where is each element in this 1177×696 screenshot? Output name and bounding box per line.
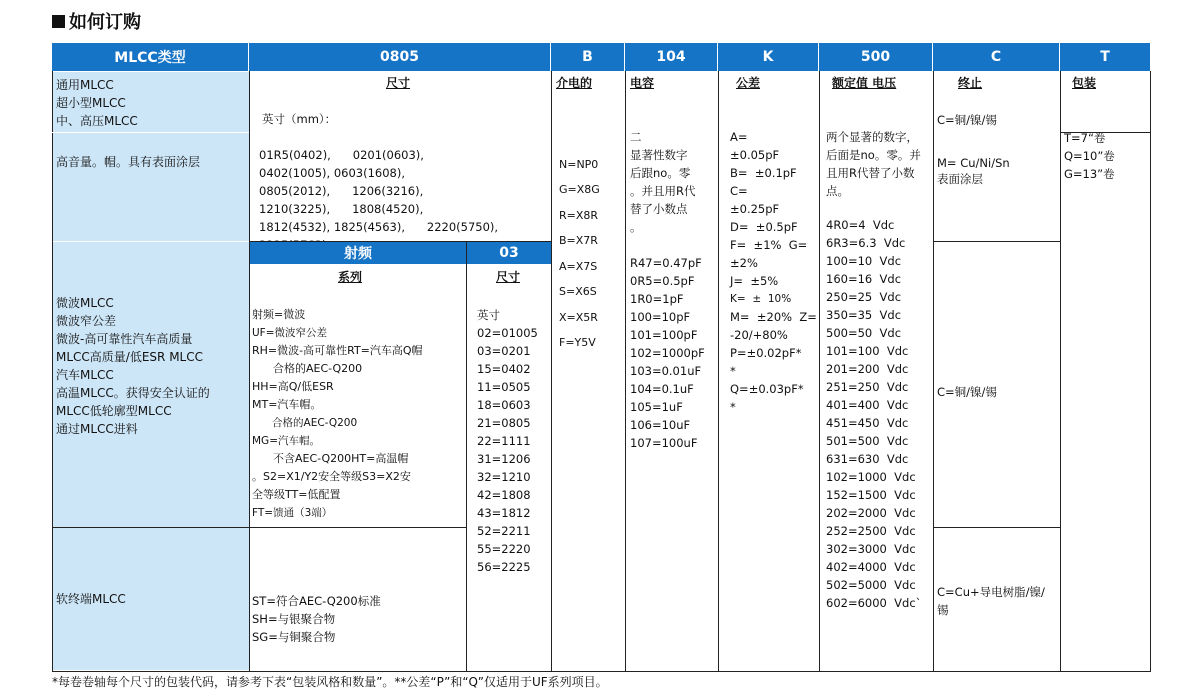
series-codes: 射频=微波 UF=微波窄公差 RH=微波-高可靠性RT=汽车高Q帽 合格的AEC-Q200 HH=高Q/低ESR MT=汽车帽。 合格的AEC-Q200 MG=汽车帽。 不含AEC-Q200HT=高温帽 。S2=X1/Y2安全等级S3=X2安 全等级TT=低配置 FT=馈通（3端） (252, 308, 423, 519)
header-termination: C (933, 43, 1060, 71)
header-tolerance: K (718, 43, 819, 71)
rf-size-label: 尺寸 (496, 270, 521, 284)
size-unit: 英寸（mm）： (262, 112, 337, 126)
size-label: 尺寸 (386, 76, 411, 90)
termination-c1: C=铜/镍/锡 (937, 113, 997, 127)
packaging-label: 包装 (1072, 76, 1097, 90)
square-bullet-icon (52, 15, 65, 28)
voltage-desc: 两个显著的数字， 后面是no。零。并 且用R代替了小数 点。 (826, 130, 921, 198)
termination-m1: M= Cu/Ni/Sn (937, 156, 1010, 170)
capacitance-label: 电容 (630, 76, 655, 90)
termination-label: 终止 (958, 76, 983, 90)
type-group-3: 微波MLCC 微波窄公差 微波-高可靠性汽车高质量 MLCC高质量/低ESR MLCC 汽车MLCC 高温MLCC。获得安全认证的 MLCC低轮廓型MLCC 通过MLCC进料 (52, 242, 249, 527)
footnote: *每卷卷轴每个尺寸的包装代码，请参考下表“包装风格和数量”。**公差“P”和“Q”仅适用于UF系列项目。 (52, 675, 608, 689)
rf-code-header: 03 (467, 242, 551, 264)
termination-c3a: C=Cu+导电树脂/镍/ (937, 585, 1045, 599)
rf-size-codes: 英寸 02=01005 03=0201 15=0402 11=0505 18=0603 21=0805 22=1111 31=1206 32=1210 42=1808 43=1812 52=2211 55=2220 56=2225 (477, 308, 538, 574)
termination-c3b: 锡 (937, 603, 949, 617)
type-group-1: 通用MLCC 超小型MLCC 中、高压MLCC (52, 72, 249, 132)
tolerance-codes: A= ±0.05pF B= ±0.1pF C= ±0.25pF D= ±0.5pF F= ±1% G= ±2% J= ±5% K= ± 10% M= ±20% Z= -20/+80% P=±0.02pF* * Q=±0.03pF* * (730, 130, 817, 414)
header-type: MLCC类型 (52, 43, 249, 71)
header-capacitance: 104 (625, 43, 718, 71)
dielectric-label: 介电的 (556, 76, 593, 90)
dielectric-codes: N=NP0 G=X8G R=X8R B=X7R A=X7S S=X6S X=X5R F=Y5V (559, 157, 600, 349)
capacitance-codes: R47=0.47pF 0R5=0.5pF 1R0=1pF 100=10pF 101=100pF 102=1000pF 103=0.01uF 104=0.1uF 105=1uF 106=10uF 107=100uF (630, 256, 705, 450)
rf-header: 射频 (250, 242, 466, 264)
voltage-label: 额定值 电压 (832, 76, 897, 90)
soft-termination-codes: ST=符合AEC-Q200标准 SH=与银聚合物 SG=与铜聚合物 (252, 594, 381, 644)
header-dielectric: B (551, 43, 625, 71)
capacitance-desc: 二 显著性数字 后跟no。零 。并且用R代 替了小数点 。 (630, 130, 696, 234)
header-voltage: 500 (819, 43, 933, 71)
packaging-codes: T=7“卷 Q=10”卷 G=13”卷 (1064, 131, 1115, 181)
size-codes: 01R5(0402), 0201(0603), 0402(1005), 0603(1608), 0805(2012), 1206(3216), 1210(3225), 1808(4520), 1812(4532), 1825(4563), 2220(5750), (259, 148, 499, 234)
voltage-codes: 4R0=4 Vdc 6R3=6.3 Vdc 100=10 Vdc 160=16 Vdc 250=25 Vdc 350=35 Vdc 500=50 Vdc 101=100 Vdc 201=200 Vdc 251=250 Vdc 401=400 Vdc 451=450 Vdc 501=500 Vdc 631=630 Vdc 102=1000 Vdc 152=1500 Vdc 202=2000 Vdc 252=2500 Vdc 302=3000 Vdc 402=4000 Vdc 502=5000 Vdc 602=6000 Vdc` (826, 218, 922, 610)
termination-m2: 表面涂层 (937, 172, 983, 186)
page-title: 如何订购 (52, 8, 141, 34)
type-group-4: 软终端MLCC (52, 528, 249, 670)
type-group-2: 高音量。帽。具有表面涂层 (52, 133, 249, 241)
series-label: 系列 (338, 270, 363, 284)
termination-c2: C=铜/镍/锡 (937, 385, 997, 399)
tolerance-label: 公差 (736, 76, 761, 90)
header-size: 0805 (249, 43, 551, 71)
header-packaging: T (1060, 43, 1150, 71)
